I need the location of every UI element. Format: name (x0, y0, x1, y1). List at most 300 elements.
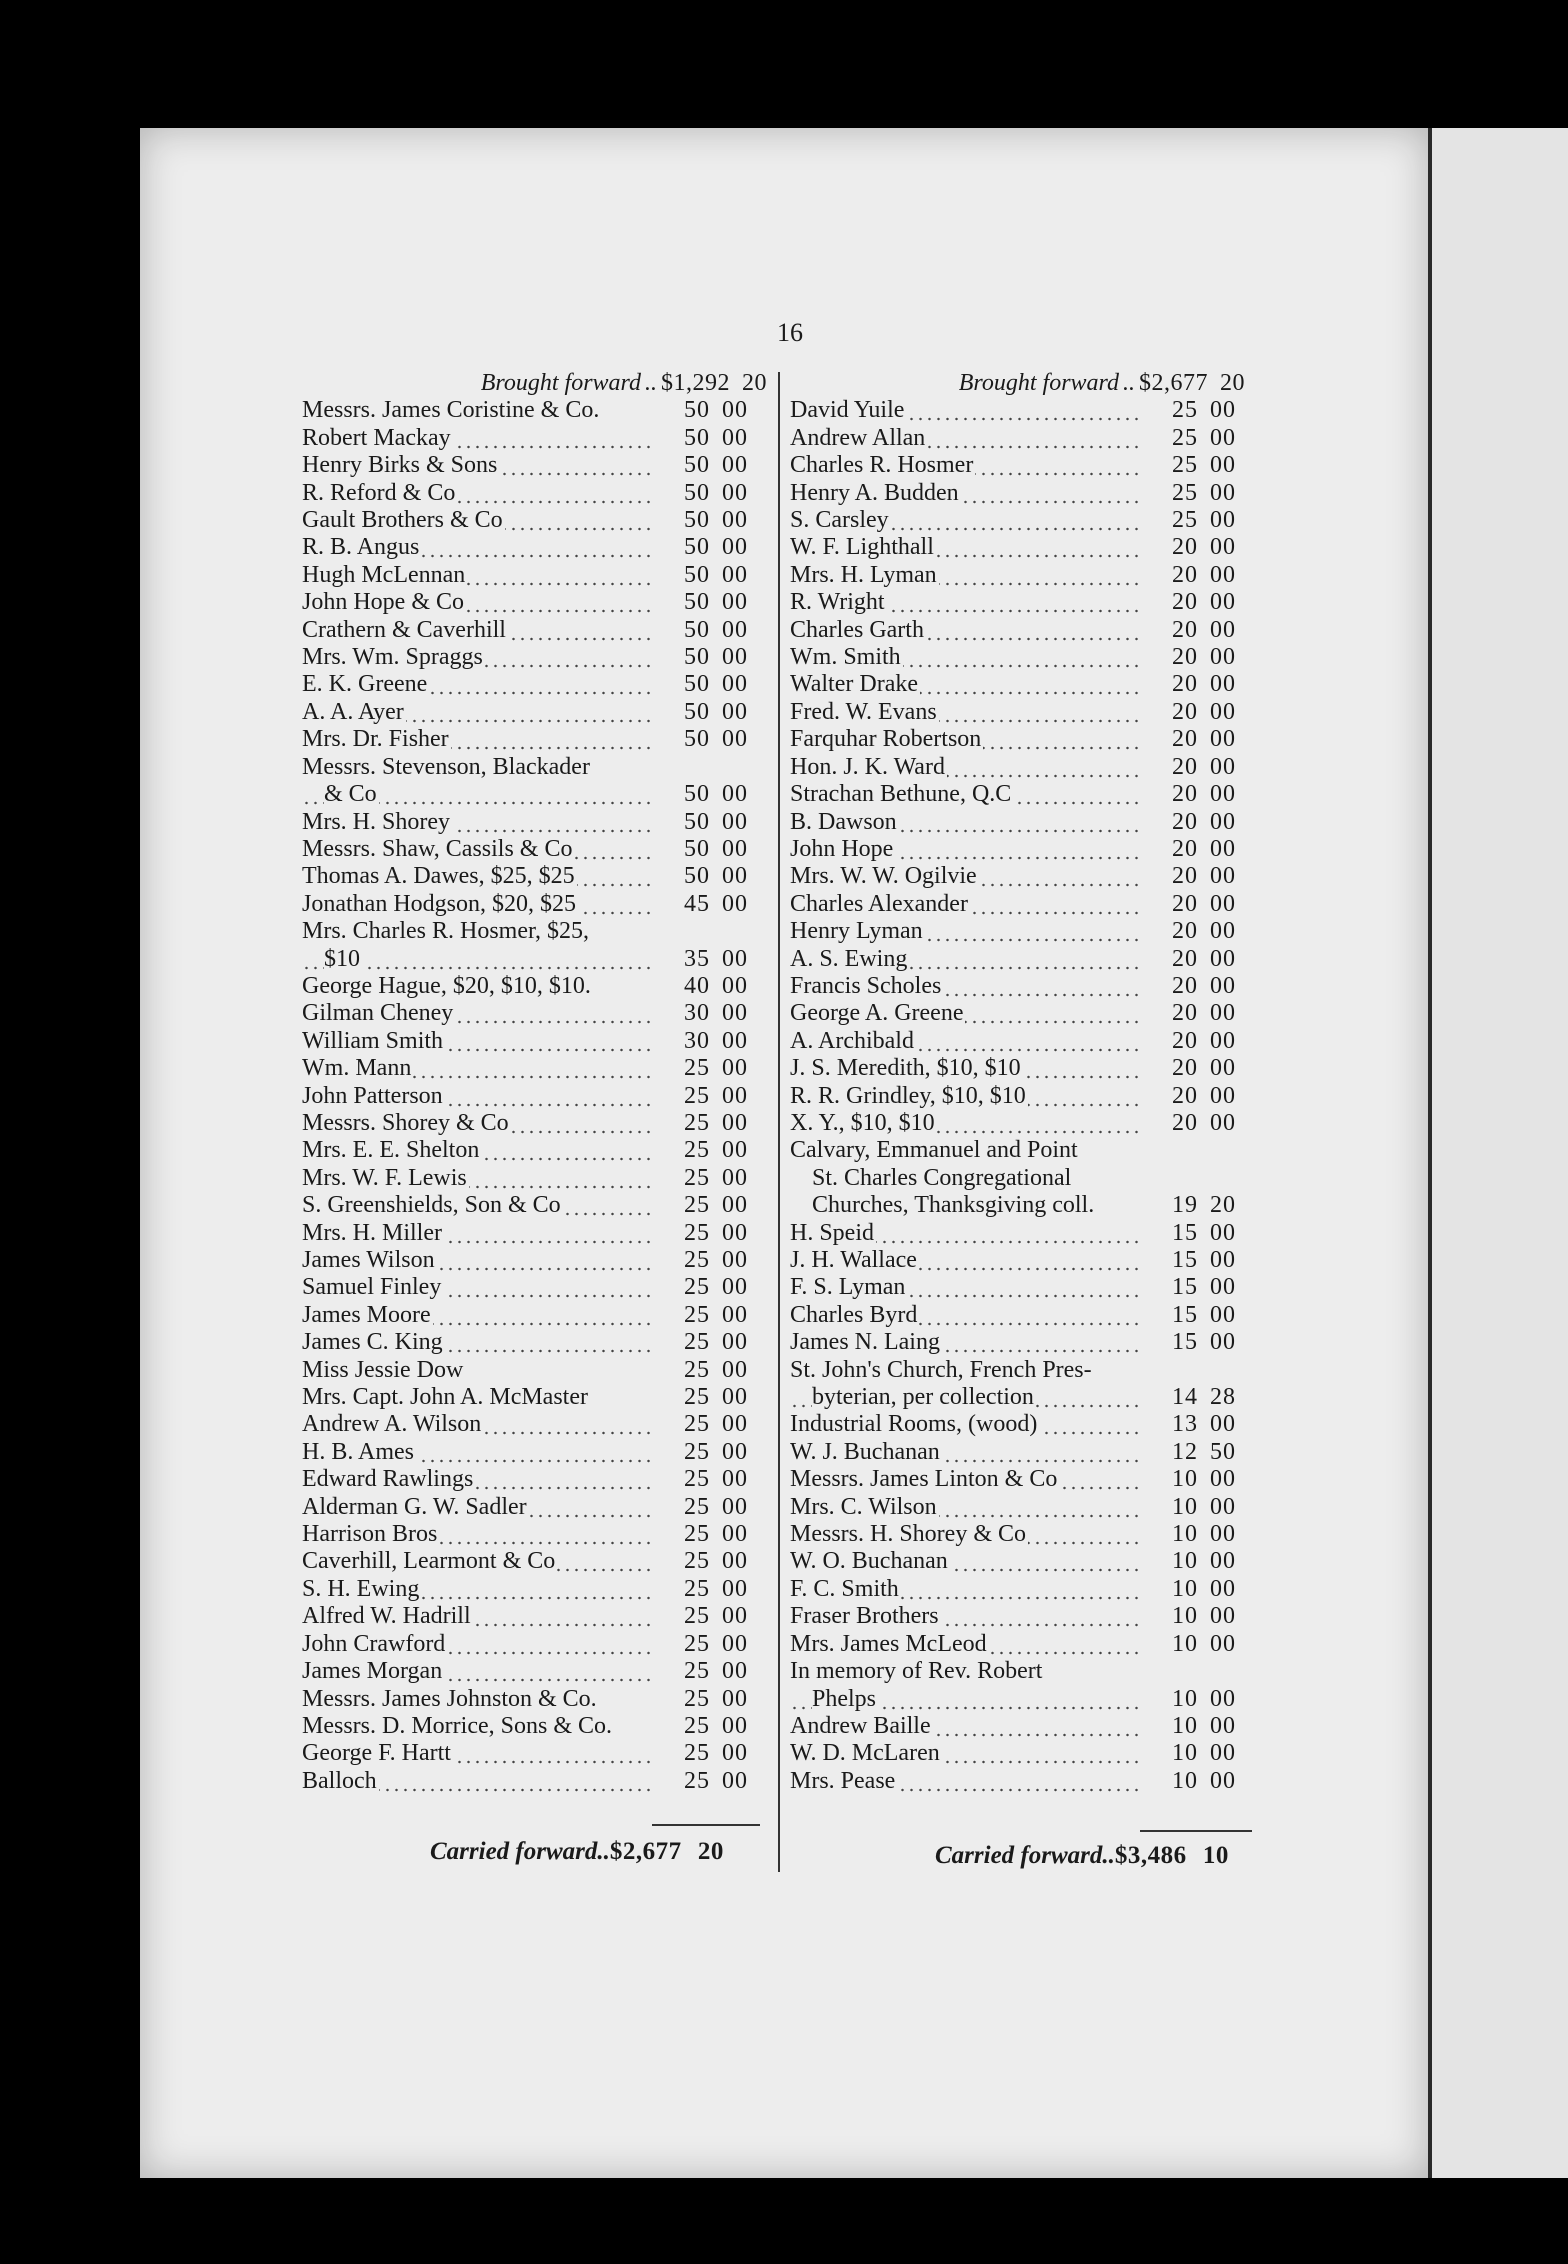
subscriber-name-text: Mrs. W. W. Ogilvie (790, 863, 977, 890)
subscription-row (790, 1192, 1260, 1219)
amount-dollars: 20 (1172, 972, 1198, 999)
subscriber-name (790, 1658, 1140, 1685)
amount-cents: 00 (722, 1521, 748, 1548)
amount-cents: 00 (1210, 808, 1236, 835)
amount-cents: 00 (1210, 1685, 1236, 1712)
amount-dollars: 20 (1172, 698, 1198, 725)
subscription-row (302, 1384, 782, 1411)
subscriber-name (302, 1357, 652, 1384)
amount-dollars: 50 (684, 452, 710, 479)
amount-cents: 00 (722, 1356, 748, 1383)
subscriber-name (302, 1686, 652, 1713)
subscriber-name-text: W. D. McLaren (790, 1740, 940, 1767)
subscriber-name (302, 809, 652, 836)
amount-dollars: 35 (684, 945, 710, 972)
subscriber-name (302, 1384, 652, 1411)
subscriber-name (790, 809, 1140, 836)
subscriber-name-text: Gault Brothers & Co (302, 507, 503, 534)
amount-dollars: 25 (684, 1384, 710, 1411)
subscription-row (302, 918, 782, 945)
subscriber-name-text: W. O. Buchanan (790, 1548, 948, 1575)
amount-dollars: 10 (1172, 1740, 1198, 1767)
subscriber-name (302, 973, 652, 1000)
subscriber-name-text: Phelps (812, 1685, 877, 1712)
subscriber-name (790, 1357, 1140, 1384)
subscriber-name-text: Messrs. H. Shorey & Co (790, 1521, 1027, 1548)
subscriber-name-text: S. Greenshields, Son & Co (302, 1192, 561, 1219)
amount-cents: 00 (1210, 1630, 1236, 1657)
subscription-row (302, 1110, 782, 1137)
subscriber-name-text: James Moore (302, 1301, 431, 1328)
subscriber-name (302, 891, 652, 918)
amount-dollars: 25 (684, 1630, 710, 1657)
amount-cents: 00 (722, 1082, 748, 1109)
subscriber-name-text: $10 (324, 945, 360, 972)
subscription-row (302, 452, 782, 479)
subscriber-name (790, 1576, 1140, 1603)
amount-cents: 00 (722, 1109, 748, 1136)
amount-dollars: 50 (684, 781, 710, 808)
subscription-row (790, 1110, 1260, 1137)
subscriber-name (790, 1686, 1140, 1713)
subscriber-name-text: William Smith (302, 1027, 444, 1054)
subscription-row (302, 836, 782, 863)
carried-forward-left: Carried forward..$2,677 20 (430, 1838, 724, 1865)
subscriber-name-text: Mrs. H. Miller (302, 1219, 442, 1246)
subscriber-name-text: Harrison Bros (302, 1521, 438, 1548)
subscriber-name (790, 1137, 1140, 1164)
subscriber-name-text: Crathern & Caverhill (302, 616, 506, 643)
subscriber-name (790, 1411, 1140, 1438)
amount-dollars: 50 (684, 397, 710, 424)
amount-dollars: 20 (1172, 808, 1198, 835)
brought-forward-cents: 20 (1220, 370, 1245, 396)
amount-dollars: 20 (1172, 918, 1198, 945)
amount-cents: 00 (1210, 1082, 1236, 1109)
amount-cents: 00 (1210, 1603, 1236, 1630)
subscription-row (302, 1521, 782, 1548)
subscription-row (790, 617, 1260, 644)
subscription-row (790, 1631, 1260, 1658)
subscriber-name-text: George F. Hartt (302, 1740, 451, 1767)
amount-cents: 00 (1210, 1466, 1236, 1493)
amount-cents: 00 (722, 507, 748, 534)
subscriber-name-text: Fraser Brothers (790, 1603, 939, 1630)
subscriber-name (302, 1165, 652, 1192)
subscriber-name-text: Charles Byrd (790, 1301, 918, 1328)
subscription-row (302, 1466, 782, 1493)
subscriber-name (790, 1713, 1140, 1740)
amount-dollars: 25 (684, 1740, 710, 1767)
subscriber-name-text: Mrs. Dr. Fisher (302, 726, 449, 753)
amount-cents: 00 (722, 1438, 748, 1465)
subscription-list (302, 397, 782, 1795)
amount-dollars: 15 (1172, 1329, 1198, 1356)
total-rule (652, 1824, 760, 1826)
amount-cents: 00 (722, 397, 748, 424)
subscription-row (790, 425, 1260, 452)
subscription-row (790, 1686, 1260, 1713)
subscriber-name (790, 1631, 1140, 1658)
subscriber-name (790, 1110, 1140, 1137)
carried-forward-right: Carried forward..$3,486 10 (935, 1842, 1229, 1869)
subscription-row (790, 1274, 1260, 1301)
amount-cents: 00 (1210, 1493, 1236, 1520)
subscription-row (302, 781, 782, 808)
amount-dollars: 25 (684, 1438, 710, 1465)
subscription-row (302, 1411, 782, 1438)
amount-cents: 00 (722, 561, 748, 588)
amount-dollars: 13 (1172, 1411, 1198, 1438)
subscriber-name-text: George A. Greene (790, 1000, 964, 1027)
subscription-row (302, 1740, 782, 1767)
amount-cents: 00 (722, 1740, 748, 1767)
amount-cents: 00 (1210, 424, 1236, 451)
subscriber-name (302, 699, 652, 726)
subscriber-name-text: Jonathan Hodgson, $20, $25 (302, 890, 576, 917)
subscription-row (302, 1357, 782, 1384)
subscriber-name-text: Walter Drake (790, 671, 918, 698)
subscription-row (302, 891, 782, 918)
subscription-row (790, 452, 1260, 479)
subscription-row (790, 1329, 1260, 1356)
amount-dollars: 10 (1172, 1767, 1198, 1794)
amount-dollars: 50 (684, 534, 710, 561)
subscriber-name (790, 1521, 1140, 1548)
subscription-row (790, 1603, 1260, 1630)
subscriber-name-text: George Hague, $20, $10, $10. (302, 972, 591, 999)
amount-dollars: 25 (684, 1712, 710, 1739)
amount-cents: 00 (1210, 479, 1236, 506)
amount-dollars: 12 (1172, 1438, 1198, 1465)
subscriber-name-text: W. J. Buchanan (790, 1438, 940, 1465)
amount-dollars: 25 (1172, 452, 1198, 479)
subscriber-name (790, 589, 1140, 616)
amount-dollars: 50 (684, 863, 710, 890)
amount-cents: 00 (1210, 1000, 1236, 1027)
amount-cents: 00 (1210, 1219, 1236, 1246)
amount-dollars: 25 (684, 1137, 710, 1164)
amount-dollars: 40 (684, 972, 710, 999)
subscriber-name (302, 1110, 652, 1137)
subscription-row (302, 973, 782, 1000)
amount-dollars: 50 (684, 808, 710, 835)
subscriber-name-text: J. S. Meredith, $10, $10 (790, 1055, 1021, 1082)
amount-dollars: 20 (1172, 616, 1198, 643)
amount-dollars: 25 (684, 1466, 710, 1493)
amount-dollars: 25 (684, 1192, 710, 1219)
subscriber-name-text: X. Y., $10, $10 (790, 1109, 935, 1136)
subscriber-name-text: Farquhar Robertson (790, 726, 982, 753)
amount-cents: 00 (1210, 698, 1236, 725)
amount-dollars: 25 (684, 1603, 710, 1630)
carried-forward-amount: $2,677 (609, 1838, 682, 1865)
amount-dollars: 10 (1172, 1466, 1198, 1493)
amount-cents: 00 (722, 890, 748, 917)
amount-cents: 00 (722, 1658, 748, 1685)
subscriber-name-text: Charles Garth (790, 616, 924, 643)
left-column (302, 370, 782, 1795)
amount-dollars: 10 (1172, 1575, 1198, 1602)
subscriber-name (790, 836, 1140, 863)
subscriber-name (790, 1000, 1140, 1027)
amount-cents: 00 (1210, 726, 1236, 753)
amount-cents: 00 (722, 1247, 748, 1273)
subscriber-name-text: A. S. Ewing (790, 945, 908, 972)
subscriber-name (302, 507, 652, 534)
subscriber-name-text: Messrs. James Linton & Co (790, 1466, 1058, 1493)
subscriber-name (302, 671, 652, 698)
subscriber-name (790, 754, 1140, 781)
amount-cents: 00 (722, 1137, 748, 1164)
subscriber-name-text: H. B. Ames (302, 1438, 415, 1465)
amount-cents: 00 (1210, 863, 1236, 890)
subscriber-name (790, 1494, 1140, 1521)
amount-dollars: 25 (684, 1658, 710, 1685)
subscriber-name (790, 1192, 1140, 1219)
subscriber-name-text: Mrs. Wm. Spraggs (302, 644, 483, 671)
subscriber-name-text: R. Reford & Co (302, 479, 456, 506)
amount-cents: 00 (1210, 534, 1236, 561)
subscriber-name-text: Caverhill, Learmont & Co (302, 1548, 556, 1575)
subscriber-name-text: & Co (324, 781, 377, 808)
subscriber-name-text: A. Archibald (790, 1027, 914, 1054)
amount-cents: 00 (1210, 1247, 1236, 1273)
subscription-row (302, 1603, 782, 1630)
subscriber-name-text: Balloch (302, 1767, 377, 1794)
subscriber-name-text: Wm. Mann (302, 1055, 412, 1082)
amount-cents: 00 (722, 1027, 748, 1054)
subscription-row (302, 1713, 782, 1740)
carried-forward-cents: 20 (697, 1838, 724, 1865)
amount-cents: 00 (1210, 616, 1236, 643)
amount-dollars: 25 (684, 1767, 710, 1794)
subscriber-name (790, 1302, 1140, 1329)
subscriber-name (302, 1658, 652, 1685)
subscriber-name-text: Churches, Thanksgiving coll. (812, 1192, 1095, 1219)
subscriber-name (302, 562, 652, 589)
subscription-row (790, 1220, 1260, 1247)
amount-cents: 00 (722, 1493, 748, 1520)
amount-cents: 00 (1210, 1575, 1236, 1602)
subscriber-name (302, 1247, 652, 1274)
subscriber-name (790, 973, 1140, 1000)
subscriber-name-text: John Patterson (302, 1082, 443, 1109)
subscription-row (790, 1658, 1260, 1685)
subscription-row (302, 507, 782, 534)
amount-cents: 00 (722, 1000, 748, 1027)
subscriber-name-text: Mrs. H. Lyman (790, 561, 937, 588)
subscription-row (790, 1357, 1260, 1384)
subscriber-name (790, 1274, 1140, 1301)
subscriber-name-text: R. R. Grindley, $10, $10 (790, 1082, 1026, 1109)
subscriber-name (302, 1740, 652, 1767)
subscription-row (302, 1658, 782, 1685)
amount-dollars: 20 (1172, 781, 1198, 808)
amount-dollars: 20 (1172, 1082, 1198, 1109)
amount-cents: 00 (1210, 781, 1236, 808)
subscriber-name (302, 644, 652, 671)
subscription-row (302, 1494, 782, 1521)
amount-cents: 00 (722, 534, 748, 561)
subscriber-name-text: Hon. J. K. Ward (790, 753, 945, 780)
amount-cents: 00 (1210, 1027, 1236, 1054)
subscriber-name (790, 671, 1140, 698)
subscriber-name-text: James Morgan (302, 1658, 443, 1685)
subscriber-name (302, 1576, 652, 1603)
subscription-row (302, 1576, 782, 1603)
subscriber-name (790, 425, 1140, 452)
subscriber-name (302, 1055, 652, 1082)
amount-dollars: 15 (1172, 1301, 1198, 1328)
amount-cents: 00 (1210, 1274, 1236, 1301)
amount-dollars: 50 (684, 671, 710, 698)
subscription-row (302, 425, 782, 452)
amount-cents: 00 (722, 1466, 748, 1493)
carried-forward-label: Carried forward (935, 1842, 1103, 1869)
amount-dollars: 10 (1172, 1521, 1198, 1548)
amount-dollars: 50 (684, 479, 710, 506)
subscription-row (790, 534, 1260, 561)
amount-cents: 00 (1210, 1712, 1236, 1739)
subscriber-name (790, 617, 1140, 644)
subscription-row (302, 1083, 782, 1110)
amount-dollars: 20 (1172, 753, 1198, 780)
subscription-row (790, 1494, 1260, 1521)
subscriber-name-text: Messrs. James Johnston & Co. (302, 1685, 597, 1712)
subscriber-name-text: St. John's Church, French Pres- (790, 1356, 1092, 1383)
subscription-row (302, 1439, 782, 1466)
subscriber-name-text: Wm. Smith (790, 644, 901, 671)
subscription-row (790, 781, 1260, 808)
subscriber-name-text: J. H. Wallace (790, 1247, 917, 1273)
subscriber-name-text: R. B. Angus (302, 534, 420, 561)
amount-cents: 00 (1210, 507, 1236, 534)
amount-dollars: 25 (1172, 424, 1198, 451)
subscriber-name (302, 1494, 652, 1521)
amount-cents: 00 (1210, 945, 1236, 972)
subscriber-name (302, 1548, 652, 1575)
subscription-row (302, 1329, 782, 1356)
subscription-row (302, 397, 782, 424)
subscriber-name-text: Gilman Cheney (302, 1000, 454, 1027)
subscriber-name-text: Mrs. H. Shorey (302, 808, 450, 835)
subscription-row (790, 1740, 1260, 1767)
subscription-row (302, 534, 782, 561)
amount-dollars: 19 (1172, 1192, 1198, 1219)
subscription-row (302, 726, 782, 753)
subscriber-name (790, 1329, 1140, 1356)
subscriber-name-text: H. Speid (790, 1219, 874, 1246)
subscription-row (790, 863, 1260, 890)
carried-forward-label: Carried forward (430, 1838, 598, 1865)
amount-cents: 00 (1210, 1767, 1236, 1794)
amount-cents: 00 (722, 1685, 748, 1712)
subscriber-name-text: Henry A. Budden (790, 479, 959, 506)
subscriber-name-text: Thomas A. Dawes, $25, $25 (302, 863, 575, 890)
amount-dollars: 20 (1172, 534, 1198, 561)
subscriber-name (790, 1603, 1140, 1630)
right-column (790, 370, 1260, 1795)
subscriber-name (302, 1411, 652, 1438)
subscriber-name-text: Andrew Allan (790, 424, 926, 451)
amount-cents: 00 (722, 1603, 748, 1630)
subscriber-name (302, 534, 652, 561)
subscription-row (302, 1055, 782, 1082)
subscription-row (302, 644, 782, 671)
subscriber-name-text: Charles Alexander (790, 890, 968, 917)
subscriber-name (790, 781, 1140, 808)
amount-cents: 00 (1210, 835, 1236, 862)
amount-dollars: 20 (1172, 945, 1198, 972)
amount-cents: 00 (722, 835, 748, 862)
subscriber-name-text: John Crawford (302, 1630, 446, 1657)
brought-forward-amount: $2,677 (1139, 370, 1208, 396)
subscriber-name-text: Calvary, Emmanuel and Point (790, 1137, 1078, 1164)
subscriber-name-text: Strachan Bethune, Q.C (790, 781, 1012, 808)
subscriber-name-text: Industrial Rooms, (wood) (790, 1411, 1038, 1438)
amount-dollars: 25 (684, 1575, 710, 1602)
page-number: 16 (777, 318, 803, 347)
subscriber-name (302, 452, 652, 479)
subscription-row (790, 699, 1260, 726)
subscriber-name-text: Hugh McLennan (302, 561, 466, 588)
amount-dollars: 50 (684, 644, 710, 671)
subscription-row (790, 1000, 1260, 1027)
amount-cents: 00 (1210, 972, 1236, 999)
subscriber-name (790, 1247, 1140, 1274)
subscription-row (302, 1028, 782, 1055)
amount-dollars: 20 (1172, 835, 1198, 862)
subscription-row (302, 1302, 782, 1329)
subscriber-name (790, 534, 1140, 561)
subscription-row (790, 1083, 1260, 1110)
subscriber-name-text: Samuel Finley (302, 1274, 442, 1301)
amount-cents: 00 (1210, 890, 1236, 917)
subscriber-name-text: Edward Rawlings (302, 1466, 474, 1493)
subscriber-name (302, 397, 652, 424)
amount-cents: 00 (722, 452, 748, 479)
subscription-row (790, 1713, 1260, 1740)
amount-cents: 28 (1210, 1384, 1236, 1411)
subscription-row (790, 1384, 1260, 1411)
subscriber-name (302, 1439, 652, 1466)
subscriber-name-text: Miss Jessie Dow (302, 1356, 464, 1383)
amount-cents: 00 (722, 1548, 748, 1575)
amount-dollars: 50 (684, 561, 710, 588)
subscriber-name (790, 1384, 1140, 1411)
amount-dollars: 20 (1172, 890, 1198, 917)
subscription-row (790, 1466, 1260, 1493)
subscriber-name-text: James C. King (302, 1329, 443, 1356)
subscriber-name-text: Mrs. W. F. Lewis (302, 1164, 467, 1191)
subscriber-name (302, 1466, 652, 1493)
amount-dollars: 25 (684, 1411, 710, 1438)
amount-cents: 00 (722, 1384, 748, 1411)
amount-cents: 00 (1210, 1548, 1236, 1575)
subscription-row (302, 754, 782, 781)
amount-cents: 00 (1210, 1411, 1236, 1438)
amount-dollars: 20 (1172, 1109, 1198, 1136)
subscriber-name-text: Henry Birks & Sons (302, 452, 498, 479)
amount-cents: 00 (1210, 1301, 1236, 1328)
subscriber-name (302, 425, 652, 452)
subscriber-name (790, 1165, 1140, 1192)
brought-forward-amount: $1,292 (661, 370, 730, 396)
amount-dollars: 20 (1172, 671, 1198, 698)
amount-cents: 00 (1210, 561, 1236, 588)
subscription-row (302, 1686, 782, 1713)
